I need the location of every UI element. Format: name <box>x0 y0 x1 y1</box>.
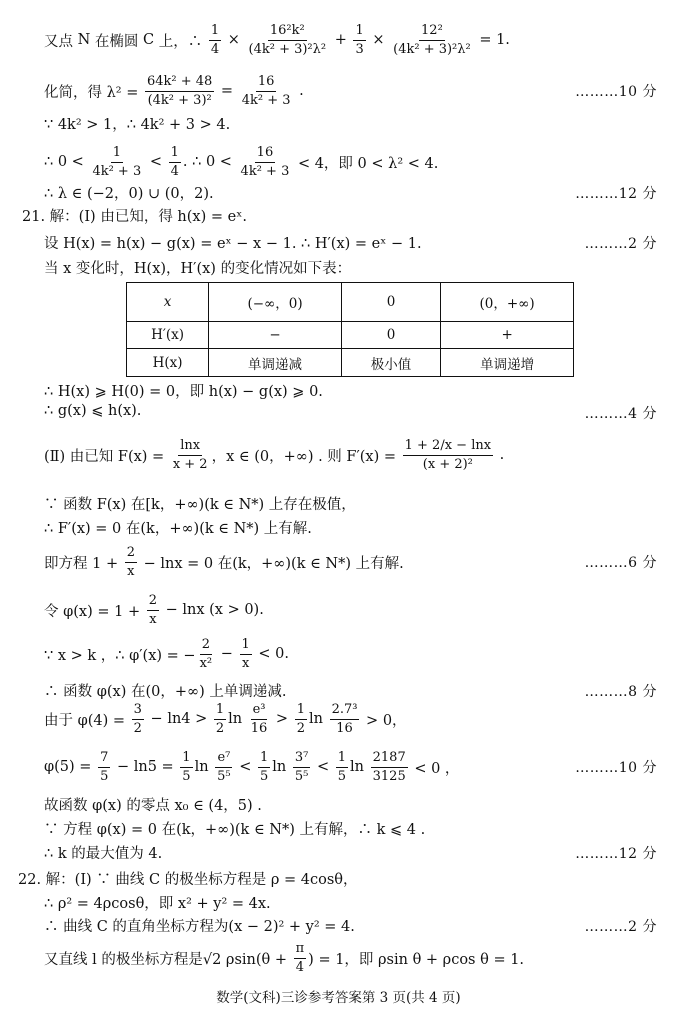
fraction <box>293 750 310 784</box>
line-text <box>44 794 262 815</box>
fraction-numerator: 2 <box>200 637 212 655</box>
fraction-denominator: 4k² + 3 <box>92 163 142 179</box>
text-run: × <box>367 32 390 49</box>
fraction-numerator: 3 <box>132 702 144 720</box>
answer-line <box>0 892 677 913</box>
answer-line <box>0 74 677 108</box>
text-run: 当 x 变化时，H(x)，H′(x) 的变化情况如下表： <box>44 261 352 277</box>
table-cell: 单调递减 <box>209 349 342 377</box>
fraction <box>249 702 270 736</box>
text-run: 由于 φ(4) = <box>44 712 130 729</box>
fraction-numerator: lnx <box>178 438 202 456</box>
text-run: ∴ 0 < <box>44 154 89 171</box>
fraction <box>215 750 232 784</box>
fraction-denominator: 16 <box>250 720 268 736</box>
fraction-numerator: 2.7³ <box>330 702 360 720</box>
text-run: < <box>234 759 257 776</box>
fraction-denominator: 16 <box>336 720 353 736</box>
answer-line <box>0 232 677 253</box>
fraction-denominator: 4 <box>210 41 220 57</box>
text-run: C <box>143 32 155 49</box>
fraction-numerator: 2187 <box>371 750 408 768</box>
fraction-denominator: 5⁵ <box>294 768 309 784</box>
fraction-denominator: x + 2 <box>172 456 208 472</box>
fraction <box>353 23 365 57</box>
text-run: = <box>216 83 238 100</box>
table-cell: + <box>441 322 574 349</box>
text-run: . <box>294 83 304 100</box>
fraction-denominator: 4 <box>170 163 179 179</box>
fraction-numerator: 1 <box>214 702 226 720</box>
fraction-numerator: 3⁷ <box>293 750 310 768</box>
text-run: 即方程 1 + <box>44 555 123 572</box>
fraction <box>180 750 192 784</box>
fraction-denominator: x <box>127 563 135 579</box>
fraction-numerator: π <box>294 941 307 959</box>
text-run: ∴ g(x) ⩽ h(x). <box>44 403 142 419</box>
text-run: 故函数 φ(x) 的零点 x₀ ∈ (4，5) . <box>44 798 262 814</box>
fraction-denominator: 4k² + 3 <box>241 92 291 108</box>
page-footer: 数学(文科)三诊参考答案第 3 页(共 4 页) <box>216 990 461 1006</box>
fraction-denominator: 5 <box>337 768 347 784</box>
text-run: − lnx (x > 0). <box>161 602 264 619</box>
answer-line <box>0 403 677 422</box>
line-text <box>44 818 425 839</box>
fraction-numerator: 1 <box>240 637 252 655</box>
text-run: ) = 1，即 ρsin θ + ρcos θ = 1. <box>308 951 525 968</box>
table-cell: (−∞，0) <box>209 283 342 322</box>
text-run: − ln4 > <box>145 711 212 728</box>
answer-line <box>0 545 677 579</box>
line-text <box>44 74 304 108</box>
line-text <box>44 941 524 975</box>
fraction <box>371 750 408 784</box>
fraction-denominator: 4k² + 3 <box>240 163 290 179</box>
score-marker: ………10 分 <box>575 760 657 777</box>
text-run: × <box>223 32 245 49</box>
text-run: N <box>77 32 91 49</box>
text-run: (Ⅱ) 由已知 F(x) = <box>44 448 169 465</box>
fraction <box>214 702 226 736</box>
fraction-numerator: 64k² + 48 <box>145 74 214 92</box>
text-run: ，x ∈ (0，+∞) . 则 F′(x) = <box>211 448 401 465</box>
text-run: ∴ F′(x) = 0 在(k，+∞)(k ∈ N*) 上有解. <box>44 521 312 537</box>
answer-line <box>0 113 677 134</box>
table-cell: H′(x) <box>127 322 209 349</box>
text-run: 设 H(x) = h(x) − g(x) = eˣ − x − 1. ∴ H′(x) = eˣ − 1. <box>44 236 422 252</box>
fraction-denominator: 2 <box>133 720 142 736</box>
text-run: ln <box>272 759 291 776</box>
text-run: 又点 <box>44 33 78 50</box>
fraction-denominator: (4k² + 3)²λ² <box>248 41 327 57</box>
answer-line <box>0 680 677 701</box>
line-text <box>44 750 459 784</box>
answer-line <box>0 702 677 736</box>
fraction <box>294 941 307 975</box>
fraction <box>247 23 329 57</box>
text-run: ∵ 4k² > 1，∴ 4k² + 3 > 4. <box>44 117 231 133</box>
fraction <box>90 145 143 179</box>
score-marker: ………10 分 <box>575 84 657 101</box>
fraction <box>169 145 181 179</box>
table-row <box>127 322 574 349</box>
fraction-denominator: 4 <box>295 959 305 975</box>
line-text <box>44 702 407 736</box>
answer-line <box>0 438 677 472</box>
fraction <box>295 702 307 736</box>
fraction-denominator: (x + 2)² <box>422 456 473 472</box>
score-marker: ………6 分 <box>584 555 657 572</box>
fraction <box>98 750 110 784</box>
fraction-denominator: 3 <box>355 41 364 57</box>
text-run: < <box>145 154 167 171</box>
fraction <box>403 438 493 472</box>
answer-line <box>0 915 677 936</box>
fraction-numerator: 1 <box>169 145 181 163</box>
text-run: < 4，即 0 < λ² < 4. <box>293 155 439 172</box>
text-run: − <box>216 646 238 663</box>
text-run: < 0. <box>253 646 289 663</box>
fraction <box>171 438 210 472</box>
line-text <box>44 232 422 253</box>
fraction <box>391 23 473 57</box>
table-cell: 单调递增 <box>441 349 574 377</box>
table-row <box>127 349 574 377</box>
score-marker: ………2 分 <box>584 918 657 935</box>
fraction <box>330 702 360 736</box>
fraction-numerator: 16 <box>255 145 276 163</box>
answer-line <box>0 593 677 627</box>
fraction-numerator: 1 + 2/x − lnx <box>403 438 493 456</box>
fraction-denominator: 5⁵ <box>217 768 231 784</box>
text-run: 22. 解：(Ⅰ) ∵ 曲线 C 的极坐标方程是 ρ = 4cosθ， <box>18 872 358 888</box>
line-text <box>44 145 438 179</box>
text-run: > <box>271 711 293 728</box>
line-text <box>44 915 355 936</box>
score-marker: ………12 分 <box>575 185 657 202</box>
answer-line <box>0 750 677 784</box>
line-text <box>44 23 510 57</box>
line-text <box>18 868 358 889</box>
fraction-numerator: 16 <box>256 74 277 92</box>
table-cell: 极小值 <box>341 349 440 377</box>
line-text <box>44 637 289 671</box>
fraction-numerator: 1 <box>209 23 221 41</box>
table-cell: H(x) <box>127 349 209 377</box>
fraction-numerator: 2 <box>125 545 137 563</box>
text-run: 令 φ(x) = 1 + <box>44 603 145 620</box>
fraction-numerator: 1 <box>180 750 192 768</box>
fraction <box>336 750 348 784</box>
line-text <box>44 113 230 134</box>
text-run: ∵ 方程 φ(x) = 0 在(k，+∞)(k ∈ N*) 上有解，∴ k ⩽ 4 . <box>44 822 426 838</box>
fraction-denominator: 5 <box>100 768 109 784</box>
text-run: ln <box>194 759 214 776</box>
answer-line <box>0 257 677 278</box>
fraction-denominator: 5 <box>260 768 269 784</box>
line-text <box>44 842 162 863</box>
text-run: − lnx = 0 在(k，+∞)(k ∈ N*) 上有解. <box>138 555 404 572</box>
fraction-numerator: 16²k² <box>268 23 307 41</box>
answer-line <box>0 205 677 226</box>
fraction <box>147 593 159 627</box>
fraction-denominator: (4k² + 3)² <box>147 92 212 108</box>
score-marker: ………12 分 <box>575 845 657 862</box>
fraction-numerator: 1 <box>336 750 348 768</box>
line-text <box>44 593 264 627</box>
fraction <box>209 23 221 57</box>
line-text <box>44 257 351 278</box>
fraction <box>145 74 214 108</box>
text-run: . ∴ 0 < <box>182 154 237 171</box>
text-run: ∴ 函数 φ(x) 在(0，+∞) 上单调递减. <box>44 684 287 700</box>
line-text <box>44 403 141 419</box>
fraction <box>258 750 270 784</box>
fraction-numerator: 1 <box>353 23 365 41</box>
score-marker: ………4 分 <box>584 406 657 422</box>
answer-line <box>0 493 677 514</box>
text-run: φ(5) = <box>44 759 97 776</box>
fraction <box>239 145 292 179</box>
answer-line <box>0 941 677 975</box>
fraction-numerator: e⁷ <box>215 750 232 768</box>
fraction-denominator: 2 <box>215 720 225 736</box>
text-run: 又直线 l 的极坐标方程是√2 ρsin(θ + <box>44 951 292 968</box>
fraction-denominator: 5 <box>182 768 191 784</box>
text-run: − ln5 = <box>112 759 179 776</box>
fraction-denominator: x² <box>199 655 213 671</box>
line-text <box>44 680 286 701</box>
text-run: ln <box>350 759 369 776</box>
text-run: + <box>330 32 352 49</box>
line-text <box>22 205 247 226</box>
text-run: 在椭圆 <box>90 33 144 50</box>
answer-line <box>0 145 677 179</box>
table-cell: x <box>127 283 209 322</box>
variation-table <box>126 282 574 377</box>
fraction-denominator: x <box>241 655 250 671</box>
answer-line <box>0 182 677 203</box>
line-text <box>44 438 504 472</box>
line-text <box>44 892 271 913</box>
fraction-numerator: e³ <box>251 702 268 720</box>
answer-line <box>0 380 677 401</box>
fraction <box>240 637 252 671</box>
score-marker: ………8 分 <box>584 683 657 700</box>
fraction-numerator: 1 <box>111 145 123 163</box>
fraction-denominator: 3125 <box>372 768 406 784</box>
text-run: ∵ x > k ，∴ φ′(x) = − <box>44 647 196 664</box>
answer-line <box>0 637 677 671</box>
fraction <box>240 74 293 108</box>
answer-line <box>0 517 677 538</box>
fraction <box>132 702 144 736</box>
text-run: ∴ λ ∈ (−2，0) ∪ (0，2). <box>44 186 214 202</box>
fraction-numerator: 2 <box>147 593 159 611</box>
fraction-numerator: 1 <box>295 702 307 720</box>
text-run: ln <box>308 711 328 728</box>
answer-line <box>0 842 677 863</box>
fraction-denominator: 2 <box>296 720 305 736</box>
text-run: ln <box>228 711 247 728</box>
text-run: < <box>312 759 334 776</box>
text-run: 化简，得 λ² = <box>44 84 143 101</box>
table-header-row <box>127 283 574 322</box>
line-text <box>44 545 404 579</box>
table-cell: (0，+∞) <box>441 283 574 322</box>
fraction <box>198 637 215 671</box>
answer-line <box>0 818 677 839</box>
answer-line <box>0 794 677 815</box>
text-run: > 0， <box>361 712 407 729</box>
text-run: ∵ 函数 F(x) 在[k，+∞)(k ∈ N*) 上存在极值， <box>44 497 356 513</box>
line-text <box>44 493 356 514</box>
text-run: ∴ 曲线 C 的直角坐标方程为(x − 2)² + y² = 4. <box>44 919 355 935</box>
fraction-numerator: 12² <box>419 23 445 41</box>
text-run: < 0 ， <box>409 760 460 777</box>
text-run: 21. 解：(Ⅰ) 由已知，得 h(x) = eˣ. <box>22 209 247 225</box>
fraction-numerator: 1 <box>258 750 270 768</box>
answer-line <box>0 868 677 889</box>
score-marker: ………2 分 <box>584 235 657 252</box>
line-text <box>44 380 323 401</box>
fraction-denominator: x <box>149 611 157 627</box>
fraction-denominator: (4k² + 3)²λ² <box>393 41 471 57</box>
text-run: ∴ H(x) ⩾ H(0) = 0，即 h(x) − g(x) ⩾ 0. <box>44 384 323 400</box>
text-run: ∴ ρ² = 4ρcosθ，即 x² + y² = 4x. <box>44 896 271 912</box>
answer-line <box>0 23 677 57</box>
table-cell: 0 <box>341 322 440 349</box>
fraction <box>125 545 137 579</box>
line-text <box>44 182 214 203</box>
table-cell: 0 <box>341 283 440 322</box>
text-run: ∴ k 的最大值为 4. <box>44 846 163 862</box>
text-run: = 1. <box>474 32 510 49</box>
table-cell: − <box>209 322 342 349</box>
text-run: . <box>495 447 505 464</box>
text-run: 上，∴ <box>154 33 207 50</box>
line-text <box>44 517 312 538</box>
fraction-numerator: 7 <box>98 750 110 768</box>
